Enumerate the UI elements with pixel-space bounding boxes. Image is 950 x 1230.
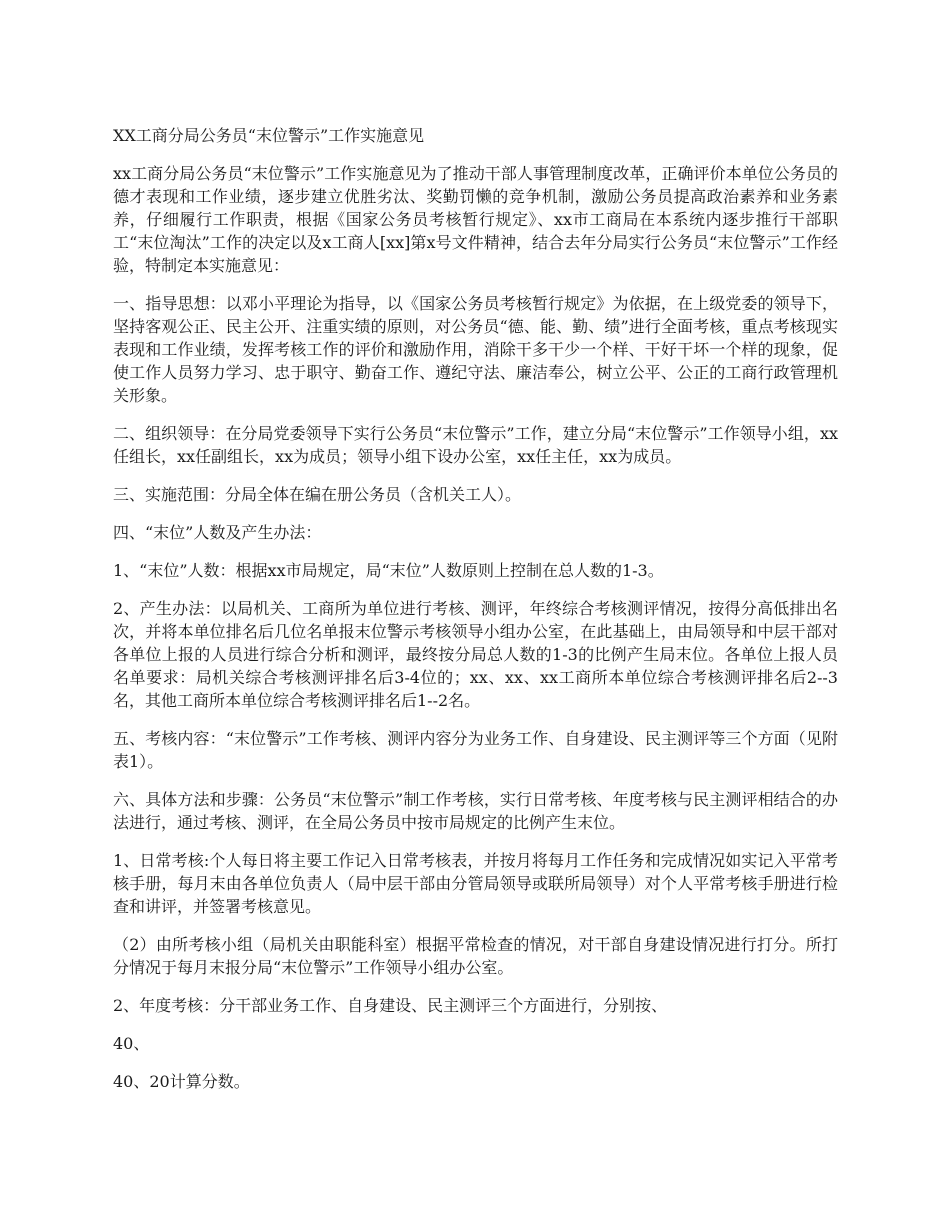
paragraph-daily-assessment: 1、日常考核:个人每日将主要工作记入日常考核表，并按月将每月工作任务和完成情况如实记入平常考核手册，每月末由各单位负责人（局中层干部由分管局领导或联所局领导）对个人平常考核手册进行检查和讲评，并签署考核意见。	[113, 851, 838, 916]
paragraph-scope: 三、实施范围：分局全体在编在册公务员（含机关工人）。	[113, 485, 522, 504]
paragraph-content: 五、考核内容：“末位警示”工作考核、测评内容分为业务工作、自身建设、民主测评等三个方面（见附表1）。	[113, 729, 838, 771]
paragraph-weight-1: 40、	[113, 1034, 150, 1053]
paragraph-organization: 二、组织领导：在分局党委领导下实行公务员“末位警示”工作，建立分局“末位警示”工作领导小组，xx任组长，xx任副组长，xx为成员；领导小组下设办公室，xx任主任，xx为成员。	[113, 424, 838, 466]
paragraph-annual-assessment: 2、年度考核：分干部业务工作、自身建设、民主测评三个方面进行，分别按、	[113, 996, 668, 1015]
paragraph-weight-2: 40、20计算分数。	[113, 1072, 250, 1091]
document-page	[113, 124, 838, 1108]
paragraph-guiding-thought: 一、指导思想：以邓小平理论为指导，以《国家公务员考核暂行规定》为依据，在上级党委的领导下，坚持客观公正、民主公开、注重实绩的原则，对公务员“德、能、勤、绩”进行全面考核，重点考核现实表现和工作业绩，发挥考核工作的评价和激励作用，消除干多干少一个样、干好干坏一个样的现象，促使工作人员努力学习、忠于职守、勤奋工作、遵纪守法、廉洁奉公，树立公平、公正的工商行政管理机关形象。	[113, 294, 838, 405]
paragraph-count: 1、“末位”人数：根据xx市局规定，局“末位”人数原则上控制在总人数的1-3。	[113, 561, 664, 580]
paragraph-intro: xx工商分局公务员“末位警示”工作实施意见为了推动干部人事管理制度改革，正确评价本单位公务员的德才表现和工作业绩，逐步建立优胜劣汰、奖勤罚懒的竞争机制，激励公务员提高政治素养和业务素养，仔细履行工作职责，根据《国家公务员考核暂行规定》、xx市工商局在本系统内逐步推行干部职工“末位淘汰”工作的决定以及x工商人[xx]第x号文件精神，结合去年分局实行公务员“末位警示”工作经验，特制定本实施意见：	[113, 164, 838, 275]
paragraph-steps: 六、具体方法和步骤：公务员“末位警示”制工作考核，实行日常考核、年度考核与民主测评相结合的办法进行，通过考核、测评，在全局公务员中按市局规定的比例产生末位。	[113, 790, 838, 832]
document-title: XX工商分局公务员“末位警示”工作实施意见	[113, 126, 425, 145]
paragraph-method: 2、产生办法：以局机关、工商所为单位进行考核、测评，年终综合考核测评情况，按得分高低排出名次，并将本单位排名后几位名单报末位警示考核领导小组办公室，在此基础上，由局领导和中层干部对各单位上报的人员进行综合分析和测评，最终按分局总人数的1-3的比例产生局末位。各单位上报人员名单要求：局机关综合考核测评排名后3-4位的；xx、xx、xx工商所本单位综合考核测评排名后2--3名，其他工商所本单位综合考核测评排名后1--2名。	[113, 599, 838, 710]
paragraph-section-four: 四、“末位”人数及产生办法：	[113, 523, 322, 542]
paragraph-scoring: （2）由所考核小组（局机关由职能科室）根据平常检查的情况，对干部自身建设情况进行打分。所打分情况于每月末报分局“末位警示”工作领导小组办公室。	[113, 935, 838, 977]
